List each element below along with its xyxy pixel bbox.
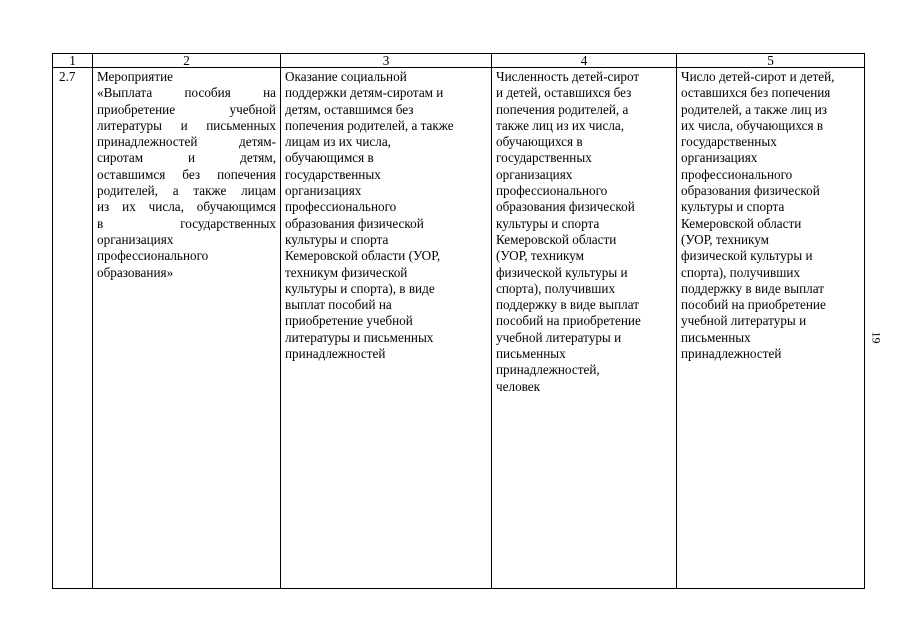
measure-name-line: образования» bbox=[97, 264, 174, 280]
indicator-description-cell: Число детей-сирот и детей, оставшихся без попечения родителей, а также лиц из их числа, обучающихся в государственных организациях профессионального образования физической культуры и спорта Кемеровской области (УОР, техникум физической культуры и спорта), получивших поддержку в виде выплат пособий на приобретение учебной литературы и письменных принадлежностей bbox=[677, 68, 865, 589]
header-cell-2: 2 bbox=[93, 54, 281, 68]
header-row bbox=[53, 54, 865, 68]
header-cell-5: 5 bbox=[677, 54, 865, 68]
measure-name-line: профессионального bbox=[97, 248, 209, 264]
measure-name-line: «Выплата пособия на bbox=[97, 85, 276, 101]
page-number: 19 bbox=[869, 331, 884, 344]
measure-name-line: организациях bbox=[97, 231, 174, 247]
header-cell-3: 3 bbox=[281, 54, 492, 68]
measure-name-line: в государственных bbox=[97, 215, 276, 231]
measure-name-cell bbox=[93, 68, 281, 589]
table-row bbox=[53, 68, 865, 589]
measure-name-line: сиротам и детям, bbox=[97, 150, 276, 166]
measure-name-line: родителей, а также лицам bbox=[97, 183, 276, 199]
header-cell-1: 1 bbox=[53, 54, 93, 68]
measure-name-line: литературы и письменных bbox=[97, 117, 276, 133]
indicator-name-cell: Численность детей-сирот и детей, оставшихся без попечения родителей, а также лиц из их числа, обучающихся в государственных организациях профессионального образования физической культуры и спорта Кемеровской области (УОР, техникум физической культуры и спорта), получивших поддержку в виде выплат пособий на приобретение учебной литературы и письменных принадлежностей, человек bbox=[492, 68, 677, 589]
header-cell-4: 4 bbox=[492, 54, 677, 68]
measure-name-line: Мероприятие bbox=[97, 69, 174, 84]
program-table bbox=[52, 53, 865, 589]
measure-description-cell: Оказание социальной поддержки детям-сиротам и детям, оставшимся без попечения родителей, а также лицам из их числа, обучающимся в государственных организациях профессионального образования физической культуры и спорта Кемеровской области (УОР, техникум физической культуры и спорта), в виде выплат пособий на приобретение учебной литературы и письменных принадлежностей bbox=[281, 68, 492, 589]
measure-name-line: принадлежностей детям- bbox=[97, 134, 276, 150]
measure-name-line: оставшимся без попечения bbox=[97, 166, 276, 182]
measure-name-line: приобретение учебной bbox=[97, 101, 276, 117]
row-number: 2.7 bbox=[53, 68, 93, 589]
measure-name-line: из их числа, обучающимся bbox=[97, 199, 276, 215]
